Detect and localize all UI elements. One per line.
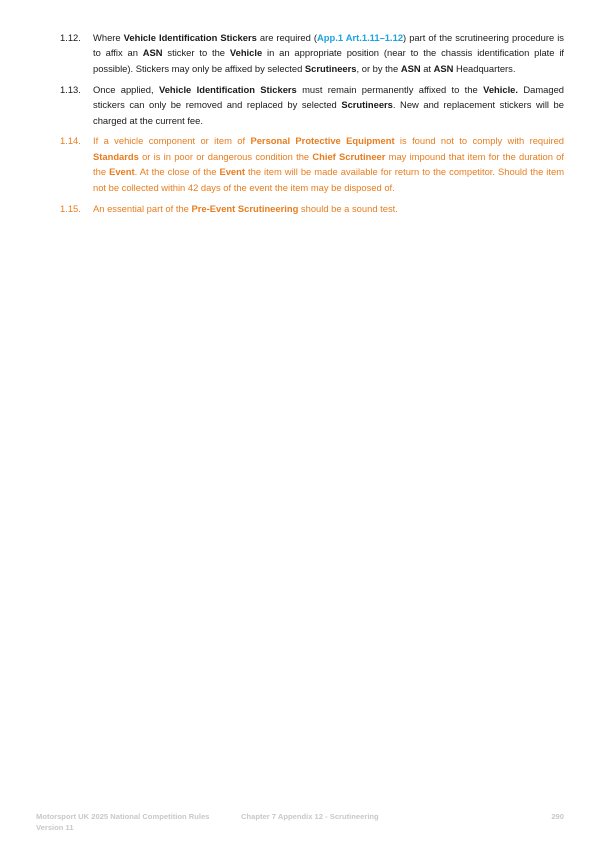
footer-publication-block: [36, 811, 209, 833]
defined-term: ASN: [400, 62, 421, 74]
defined-term: Chief Scrutineer: [312, 150, 386, 162]
footer-publication-title: Motorsport UK 2025 National Competition Rules: [36, 812, 210, 821]
rule-1-15: [60, 201, 564, 216]
defined-term: Vehicle Identification Stickers: [123, 32, 257, 43]
rule-text: Where Vehicle Identification Stickers are required (App.1 Art.1.11–1.12) part of the scrutineering procedure is to affix an ASN sticker to the Vehicle in an appropriate position (near to the chassis identification plate if possible). Stickers may only be affixed by selected Scrutineers, or by the ASN at ASN Headquarters.: [93, 32, 565, 74]
cross-reference-link[interactable]: App.1 Art.1.11–1.12: [316, 32, 404, 43]
rule-1-13: [60, 82, 564, 128]
rules-section: [60, 30, 564, 221]
rule-1-12: [60, 30, 564, 76]
defined-term: Scrutineers: [341, 99, 393, 111]
defined-term: ASN: [142, 47, 163, 59]
defined-term: Vehicle: [229, 47, 263, 59]
defined-term: Event: [219, 166, 245, 178]
rule-number: 1.12.: [60, 32, 81, 43]
rule-number: 1.15.: [60, 202, 81, 214]
rule-text: Once applied, Vehicle Identification Stickers must remain permanently affixed to the Vehicle. Damaged stickers can only be removed and replaced by selected Scrutineers. New and replacement stickers will be charged at the current fee.: [93, 83, 564, 126]
rule-1-14: [60, 133, 564, 195]
defined-term: Scrutineers: [304, 62, 357, 74]
footer-version: Version 11: [36, 823, 74, 832]
rule-number: 1.14.: [60, 135, 81, 147]
defined-term: Pre-Event Scrutineering: [191, 202, 299, 214]
defined-term: Event: [109, 166, 135, 178]
defined-term: ASN: [433, 62, 454, 74]
footer-page-number: 290: [551, 812, 564, 821]
defined-term: Vehicle Identification Stickers: [158, 83, 297, 95]
defined-term: Vehicle.: [483, 83, 518, 95]
rule-text: An essential part of the Pre-Event Scrutineering should be a sound test.: [93, 202, 398, 214]
defined-term: Standards: [93, 150, 139, 162]
rule-number: 1.13.: [60, 83, 81, 95]
rule-text: If a vehicle component or item of Personal Protective Equipment is found not to comply with required Standards or is in poor or dangerous condition the Chief Scrutineer may impound that item for the duration of the Event. At the close of the Event the item will be made available for return to the competitor. Should the item not be collected within 42 days of the event the item may be disposed of.: [93, 135, 565, 193]
defined-term: Personal Protective Equipment: [250, 135, 395, 147]
footer-chapter-title: Chapter 7 Appendix 12 - Scrutineering: [241, 812, 379, 821]
